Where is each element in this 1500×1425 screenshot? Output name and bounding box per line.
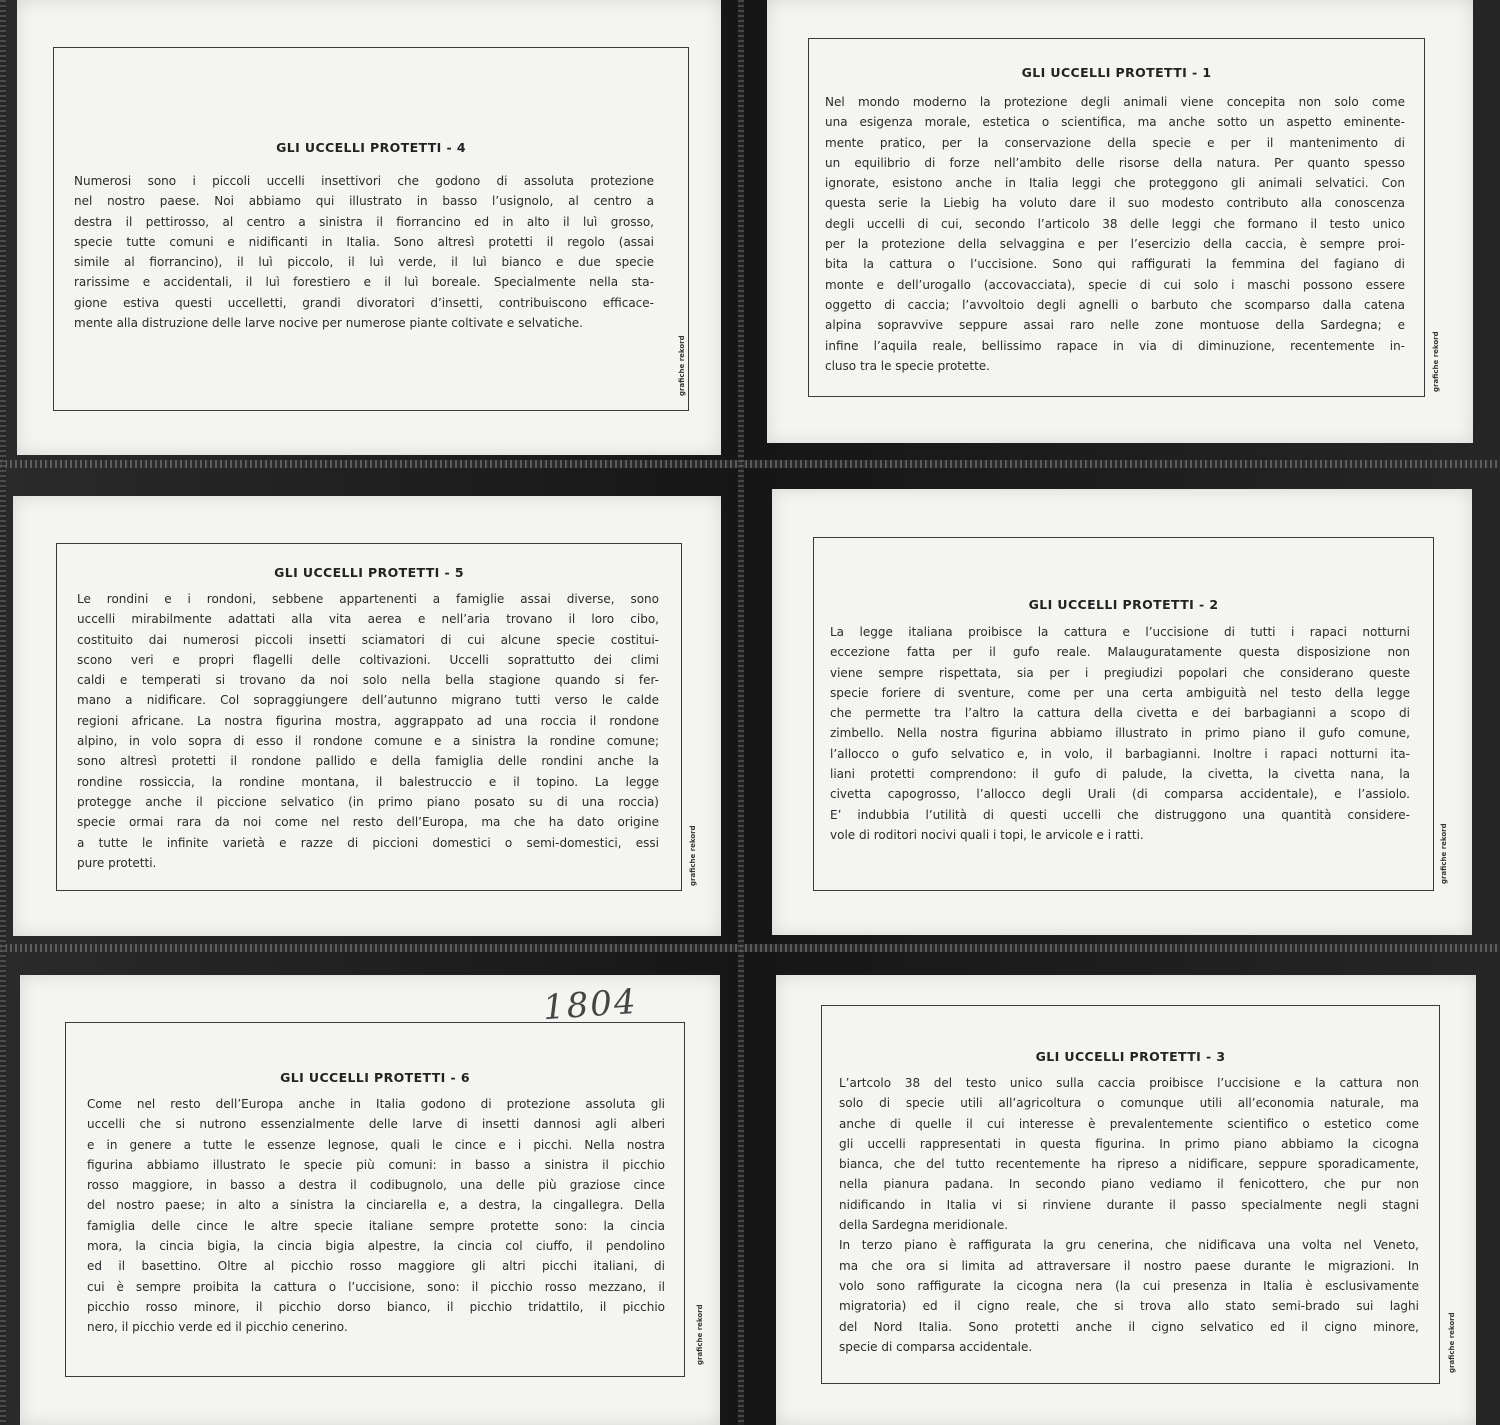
handwritten-number: 1804 xyxy=(541,981,639,1029)
card-title: GLI UCCELLI PROTETTI - 5 xyxy=(274,565,464,580)
text-line: viene sempre rispettata, sia per i pregiudizi popolari che considerano queste xyxy=(830,665,1410,680)
text-line: Le rondini e i rondoni, sebbene appartenenti a famiglie assai diverse, sono xyxy=(77,592,659,606)
text-line: Numerosi sono i piccoli uccelli insettivori che godono di assoluta protezione xyxy=(74,174,654,188)
text-line: ignorate, esistono anche in Italia leggi che proteggono gli animali selvatici. Con xyxy=(825,176,1405,191)
card-3 xyxy=(776,975,1476,1425)
text-line: uccelli mirabilmente adattati alla vita aerea e nell’aria trovano il loro cibo, xyxy=(77,612,659,627)
text-line: specie ormai rara da noi come nel resto dell’Europa, ma che ha dato origine xyxy=(77,815,659,830)
text-line: mente pratico, per la conservazione della specie e per il mantenimento di xyxy=(825,135,1405,150)
card-text xyxy=(77,589,659,873)
text-line: specie tutte comuni e nidificanti in Italia. Sono altresì protetti il regolo (assai xyxy=(74,234,654,249)
sleeve-divider xyxy=(0,460,1500,468)
text-line: migratoria) ed il cigno reale, che si trova allo stato semi-brado sui laghi xyxy=(839,1299,1419,1314)
text-line: un equilibrio di forze nell’ambito delle risorse della natura. Per quanto spesso xyxy=(825,155,1405,170)
text-line: solo di specie utili all’agricoltura o comunque utili all’economia naturale, ma xyxy=(839,1096,1419,1111)
text-line: a tutte le infinite varietà e razze di piccioni domestici o semi-domestici, essi xyxy=(77,835,659,850)
card-frame xyxy=(65,1022,685,1377)
sleeve-divider xyxy=(0,944,1500,952)
text-line: Come nel resto dell’Europa anche in Italia godono di protezione assoluta gli xyxy=(87,1097,665,1111)
text-line: una esigenza morale, estetica o scientifica, ma anche sotto un aspetto eminente- xyxy=(825,115,1405,130)
text-line: per la protezione della selvaggina e per l’esercizio della caccia, è sempre proi- xyxy=(825,237,1405,252)
card-frame xyxy=(808,38,1425,397)
text-line: eccezione fatta per il gufo reale. Malauguratamente questa disposizione non xyxy=(830,645,1410,660)
card-6 xyxy=(20,975,720,1425)
text-line: mora, la cincia bigia, la cincia bigia alpestre, la cincia col ciuffo, il pendolino xyxy=(87,1239,665,1254)
card-1 xyxy=(767,0,1473,443)
sleeve-edge xyxy=(0,0,6,1425)
text-line: gione estiva questi uccelletti, grandi divoratori d’insetti, contribuiscono efficace- xyxy=(74,295,654,310)
text-line: bianca, che del tutto recentemente ha ripreso a nidificare, seppure sporadicamente, xyxy=(839,1157,1419,1172)
card-text xyxy=(825,92,1405,376)
text-line: picchio rosso minore, il picchio dorso bianco, il picchio tridattilo, il picchio xyxy=(87,1299,665,1314)
text-line: rondine rossiccia, la rondine montana, il balestruccio e il topino. La legge xyxy=(77,774,659,789)
text-line: ed il basettino. Oltre al picchio rosso maggiore gli altri picchi italiani, di xyxy=(87,1259,665,1274)
card-title: GLI UCCELLI PROTETTI - 3 xyxy=(1035,1049,1226,1064)
card-4 xyxy=(17,0,721,455)
text-line: caldi e temperati si trovano da noi solo nella bella stagione quando si fer- xyxy=(77,673,659,688)
text-line: specie foriere di sventure, come per una certa ambiguità nel testo della legge xyxy=(830,685,1410,700)
text-line: rarissime e accidentali, il luì forestiero e il luì boreale. Specialmente nella sta- xyxy=(74,275,654,290)
text-line: La legge italiana proibisce la cattura e l’uccisione di tutti i rapaci notturni xyxy=(830,625,1410,639)
text-line: nella pianura padana. In secondo piano vediamo il fenicottero, che pur non xyxy=(839,1177,1419,1192)
text-line: regioni africane. La nostra figurina mostra, aggrappato ad una roccia il rondone xyxy=(77,713,659,728)
text-line: pure protetti. xyxy=(77,855,157,870)
text-line: zimbello. Nella nostra figurina abbiamo illustrato in primo piano il gufo comune, xyxy=(830,726,1410,741)
text-line: cluso tra le specie protette. xyxy=(825,358,990,373)
text-line: questa serie la Liebig ha voluto dare il suo modesto contributo alla conoscenza xyxy=(825,196,1405,211)
printer-imprint: grafiche rekord xyxy=(678,335,686,396)
printer-imprint: grafiche rekord xyxy=(1440,823,1448,884)
text-line: Nel mondo moderno la protezione degli animali viene concepita non solo come xyxy=(825,95,1405,109)
text-line: nel nostro paese. Noi abbiamo qui illustrato in basso l’usignolo, al centro a xyxy=(74,194,654,209)
text-line: cui è sempre proibita la cattura o l’uccisione, sono: il picchio rosso mezzano, il xyxy=(87,1279,665,1294)
text-line: l’allocco o gufo selvatico e, in volo, il barbagianni. Inoltre i rapaci notturni ita- xyxy=(830,746,1410,761)
text-line: anche di quelle il cui interesse è prevalentemente scientifico o estetico come xyxy=(839,1116,1419,1131)
printer-imprint: grafiche rekord xyxy=(696,1304,704,1365)
text-line: liani protetti comprendono: il gufo di palude, la civetta, la civetta nana, la xyxy=(830,767,1410,782)
text-line: del nostro paese; in alto a sinistra la cinciarella e, a destra, la cingallegra. Della xyxy=(87,1198,665,1213)
printer-imprint: grafiche rekord xyxy=(1448,1312,1456,1373)
text-line: che permette tra l’altro la cattura della civetta e dei barbagianni a scopo di xyxy=(830,706,1410,721)
text-line: destra il pettirosso, al centro a sinistra il fiorrancino ed in alto il luì grosso, xyxy=(74,214,654,229)
text-line: scono veri e propri flagelli delle coltivazioni. Uccelli soprattutto dei climi xyxy=(77,652,659,667)
text-line: gli uccelli rappresentati in questa figurina. In primo piano abbiamo la cicogna xyxy=(839,1136,1419,1151)
card-frame xyxy=(53,47,689,411)
card-frame xyxy=(813,537,1434,891)
text-line: mano a nidificare. Col sopraggiungere dell’autunno migrano tutti verso le calde xyxy=(77,693,659,708)
text-line: protegge anche il piccione selvatico (in primo piano posato su di una roccia) xyxy=(77,794,659,809)
text-line: mente alla distruzione delle larve nocive per numerose piante coltivate e selvatiche. xyxy=(74,316,583,331)
card-text xyxy=(87,1094,665,1338)
text-line: simile al fiorrancino), il luì piccolo, il luì verde, il luì bianco e due specie xyxy=(74,255,654,270)
card-2 xyxy=(772,489,1472,935)
text-line: infine l’aquila reale, bellissimo rapace in via di diminuzione, recentemente in- xyxy=(825,338,1405,353)
text-line: specie di comparsa accidentale. xyxy=(839,1339,1033,1354)
card-text xyxy=(839,1073,1419,1357)
text-line: ma che ora si limita ad attraversare il nostro paese durante le migrazioni. In xyxy=(839,1258,1419,1273)
text-line: rosso maggiore, in basso a destra il codibugnolo, una delle più graziose cince xyxy=(87,1178,665,1193)
text-line: costituito dai numerosi piccoli insetti sciamatori di cui alcune specie costitui- xyxy=(77,632,659,647)
card-title: GLI UCCELLI PROTETTI - 2 xyxy=(1028,597,1219,612)
sleeve-divider xyxy=(738,0,744,1425)
text-line: degli uccelli di cui, secondo l’articolo 38 delle leggi che formano il testo unico xyxy=(825,216,1405,231)
text-line: monte e dell’urogallo (accovacciata), specie di cui solo i maschi possono essere xyxy=(825,277,1405,292)
text-line: civetta capogrosso, l’allocco degli Urali (di comparsa accidentale), e l’assiolo. xyxy=(830,787,1410,802)
printer-imprint: grafiche rekord xyxy=(689,825,697,886)
card-frame xyxy=(56,543,682,891)
text-line: figurina abbiamo illustrato le specie più comuni: in basso a sinistra il picchio xyxy=(87,1157,665,1172)
text-line: alpina sopravvive seppure assai raro nelle zone montuose della Sardegna; e xyxy=(825,318,1405,333)
text-line: uccelli che si nutrono essenzialmente delle larve di insetti dannosi agli alberi xyxy=(87,1117,665,1132)
text-line: della Sardegna meridionale. xyxy=(839,1218,1009,1233)
printer-imprint: grafiche rekord xyxy=(1432,331,1440,392)
text-line: oggetto di caccia; l’avvoltoio degli agnelli o barbuto che scomparso dalla catena xyxy=(825,297,1405,312)
card-5 xyxy=(13,496,721,936)
text-line: del Nord Italia. Sono protetti anche il cigno selvatico ed il cigno minore, xyxy=(839,1319,1419,1334)
card-frame xyxy=(821,1005,1440,1384)
card-title: GLI UCCELLI PROTETTI - 6 xyxy=(280,1070,470,1085)
text-line: volo sono raffigurate la cicogna nera (la cui presenza in Italia è esclusivamente xyxy=(839,1278,1419,1293)
text-line: In terzo piano è raffigurata la gru cenerina, che nidificava una volta nel Veneto, xyxy=(839,1238,1419,1253)
text-line: vole di roditori nocivi quali i topi, le arvicole e i ratti. xyxy=(830,827,1144,842)
text-line: L’artcolo 38 del testo unico sulla caccia proibisce l’uccisione e la cattura non xyxy=(839,1076,1419,1090)
card-text xyxy=(830,622,1410,845)
text-line: bita la cattura o l’uccisione. Sono qui raffigurati la femmina del fagiano di xyxy=(825,257,1405,272)
text-line: E’ indubbia l’utilità di questi uccelli che distruggono una quantità considere- xyxy=(830,807,1410,822)
text-line: alpino, in volo sopra di esso il rondone comune e a sinistra la rondine comune; xyxy=(77,734,659,749)
card-title: GLI UCCELLI PROTETTI - 4 xyxy=(276,140,466,155)
text-line: nidificando in Italia vi si rinviene durante il passo specialmente negli stagni xyxy=(839,1197,1419,1212)
text-line: famiglia delle cince le altre specie italiane sempre protette sono: la cincia xyxy=(87,1218,665,1233)
text-line: sono altresì protetti il rondone pallido e della famiglia delle rondini anche la xyxy=(77,754,659,769)
text-line: e in genere a tutte le essenze legnose, quali le cince e i picchi. Nella nostra xyxy=(87,1137,665,1152)
text-line: nero, il picchio verde ed il picchio cenerino. xyxy=(87,1320,348,1335)
card-text xyxy=(74,171,654,333)
card-title: GLI UCCELLI PROTETTI - 1 xyxy=(1021,65,1212,80)
